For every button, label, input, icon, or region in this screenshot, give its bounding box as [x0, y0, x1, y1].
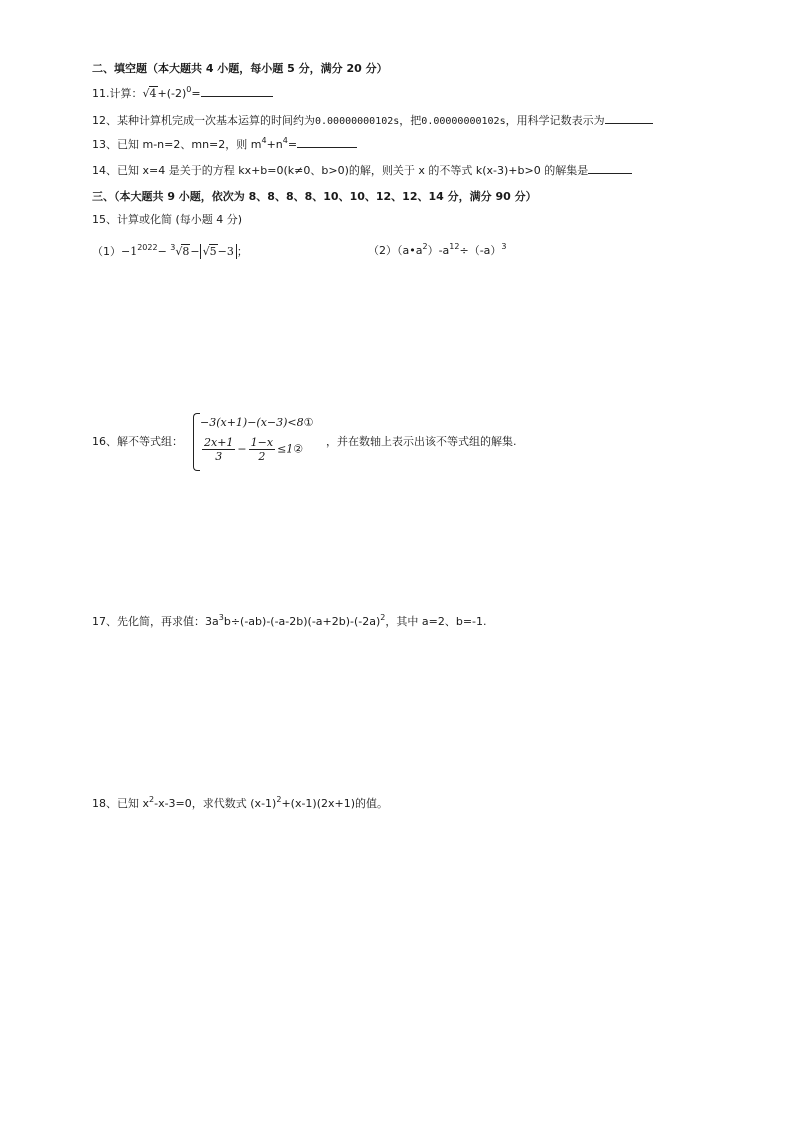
q17-exponent-1: 3 [218, 613, 224, 622]
fraction-1-denominator: 3 [215, 450, 223, 463]
q13-mid: +n [266, 138, 283, 151]
q13-answer-blank[interactable] [297, 137, 357, 148]
q17-text-a: 17、先化简，再求值：3a [92, 615, 219, 628]
q15-p1-label: （1） [92, 245, 121, 258]
q17-exponent-2: 2 [380, 613, 386, 622]
q16-row-2 [200, 436, 303, 463]
q15-p1-abs-radicand: 5 [209, 245, 217, 258]
q15-p2-exp-3: 3 [501, 242, 507, 251]
q12-value-2: 0.00000000102s [421, 116, 506, 127]
q16-row1-mark: ① [303, 416, 314, 429]
q15-p2-b: ）-a [427, 244, 450, 257]
q12-answer-blank[interactable] [605, 113, 653, 124]
q11-answer-blank[interactable] [201, 86, 273, 97]
question-14 [92, 163, 632, 178]
q11-label: 11.计算： [92, 87, 143, 100]
q15-p1-abs-rest: −3 [217, 245, 234, 258]
q15-p1-radicand: 8 [182, 245, 190, 258]
q16-row2-minus: − [237, 442, 247, 456]
q17-text-b: b÷(-ab)-(-a-2b)(-a+2b)-(-2a) [223, 615, 381, 628]
question-12 [92, 113, 653, 129]
q16-row-1 [200, 416, 314, 429]
q15-p2-label: （2） [368, 244, 397, 257]
q12-text-a: 12、某种计算机完成一次基本运算的时间约为 [92, 114, 315, 127]
q18-exponent-2: 2 [276, 795, 282, 804]
q15-p1-exponent: 2022 [137, 243, 158, 252]
q16-after-text: ，并在数轴上表示出该不等式组的解集. [326, 435, 517, 448]
q17-text-c: ，其中 a=2、b=-1. [385, 615, 487, 628]
q18-text-b: -x-3=0，求代数式 (x-1) [154, 797, 277, 810]
fraction-1-numerator: 2x+1 [204, 436, 234, 449]
q15-p1-tail: ； [236, 245, 248, 258]
q16-row2-tail: ≤1 [277, 442, 294, 456]
question-13 [92, 137, 357, 152]
q13-exponent-1: 4 [261, 136, 267, 145]
q15-part2 [368, 244, 507, 258]
fraction-1 [202, 436, 235, 463]
sqrt-sign: √ [202, 245, 210, 258]
q16-row1-expr: −3(x+1)−(x−3)<8 [200, 416, 304, 429]
q16-label: 16、解不等式组： [92, 435, 183, 448]
cube-root-sign: √ [175, 245, 183, 258]
q15-p1-minus-2: − [190, 245, 200, 258]
q15-p1-absolute [200, 244, 237, 259]
section3-heading: 三、（本大题共 9 小题，依次为 8、8、8、8、10、10、12、12、14 分，满分 90 分） [92, 190, 537, 203]
q15-p1-base: −1 [121, 245, 138, 258]
system-brace [193, 413, 200, 471]
q14-answer-blank[interactable] [588, 163, 632, 174]
q15-part1 [92, 244, 248, 259]
q13-equals: = [287, 138, 298, 151]
q13-exponent-2: 4 [282, 136, 288, 145]
question-17 [92, 615, 487, 629]
q11-exponent: 0 [186, 85, 192, 94]
q15-p2-c: ÷（-a） [459, 244, 502, 257]
q15-p1-root-index: 3 [170, 243, 176, 252]
section2-heading: 二、填空题（本大题共 4 小题，每小题 5 分，满分 20 分） [92, 62, 388, 75]
q18-text-c: +(x-1)(2x+1)的值。 [281, 797, 389, 810]
q15-title: 15、计算或化简 (每小题 4 分) [92, 213, 243, 226]
q11-radicand: 4 [149, 87, 157, 100]
sqrt-sign: √ [142, 87, 150, 100]
q12-value-1: 0.00000000102s [315, 116, 400, 127]
q11-equals: = [191, 87, 201, 100]
fraction-2-denominator: 2 [258, 450, 266, 463]
q11-expr: +(-2) [157, 87, 187, 100]
q12-text-c: ，用科学记数表示为 [505, 114, 605, 127]
q14-text: 14、已知 x=4 是关于的方程 kx+b=0(k≠0、b>0)的解，则关于 x 的不等式 k(x-3)+b>0 的解集是 [92, 164, 589, 177]
fraction-2 [249, 436, 275, 463]
q12-text-b: ，把 [399, 114, 422, 127]
q15-p1-minus: − [157, 245, 167, 258]
q15-p2-exp-1: 2 [422, 242, 428, 251]
fraction-2-numerator: 1−x [250, 436, 274, 449]
q18-text-a: 18、已知 x [92, 797, 150, 810]
q15-p2-exp-2: 12 [449, 242, 460, 251]
q16-row2-mark: ② [293, 442, 304, 456]
q18-exponent-1: 2 [149, 795, 155, 804]
q15-p2-a: （a•a [397, 244, 423, 257]
question-11 [92, 86, 273, 101]
q13-text-a: 13、已知 m-n=2、mn=2，则 m [92, 138, 262, 151]
question-18 [92, 797, 388, 811]
